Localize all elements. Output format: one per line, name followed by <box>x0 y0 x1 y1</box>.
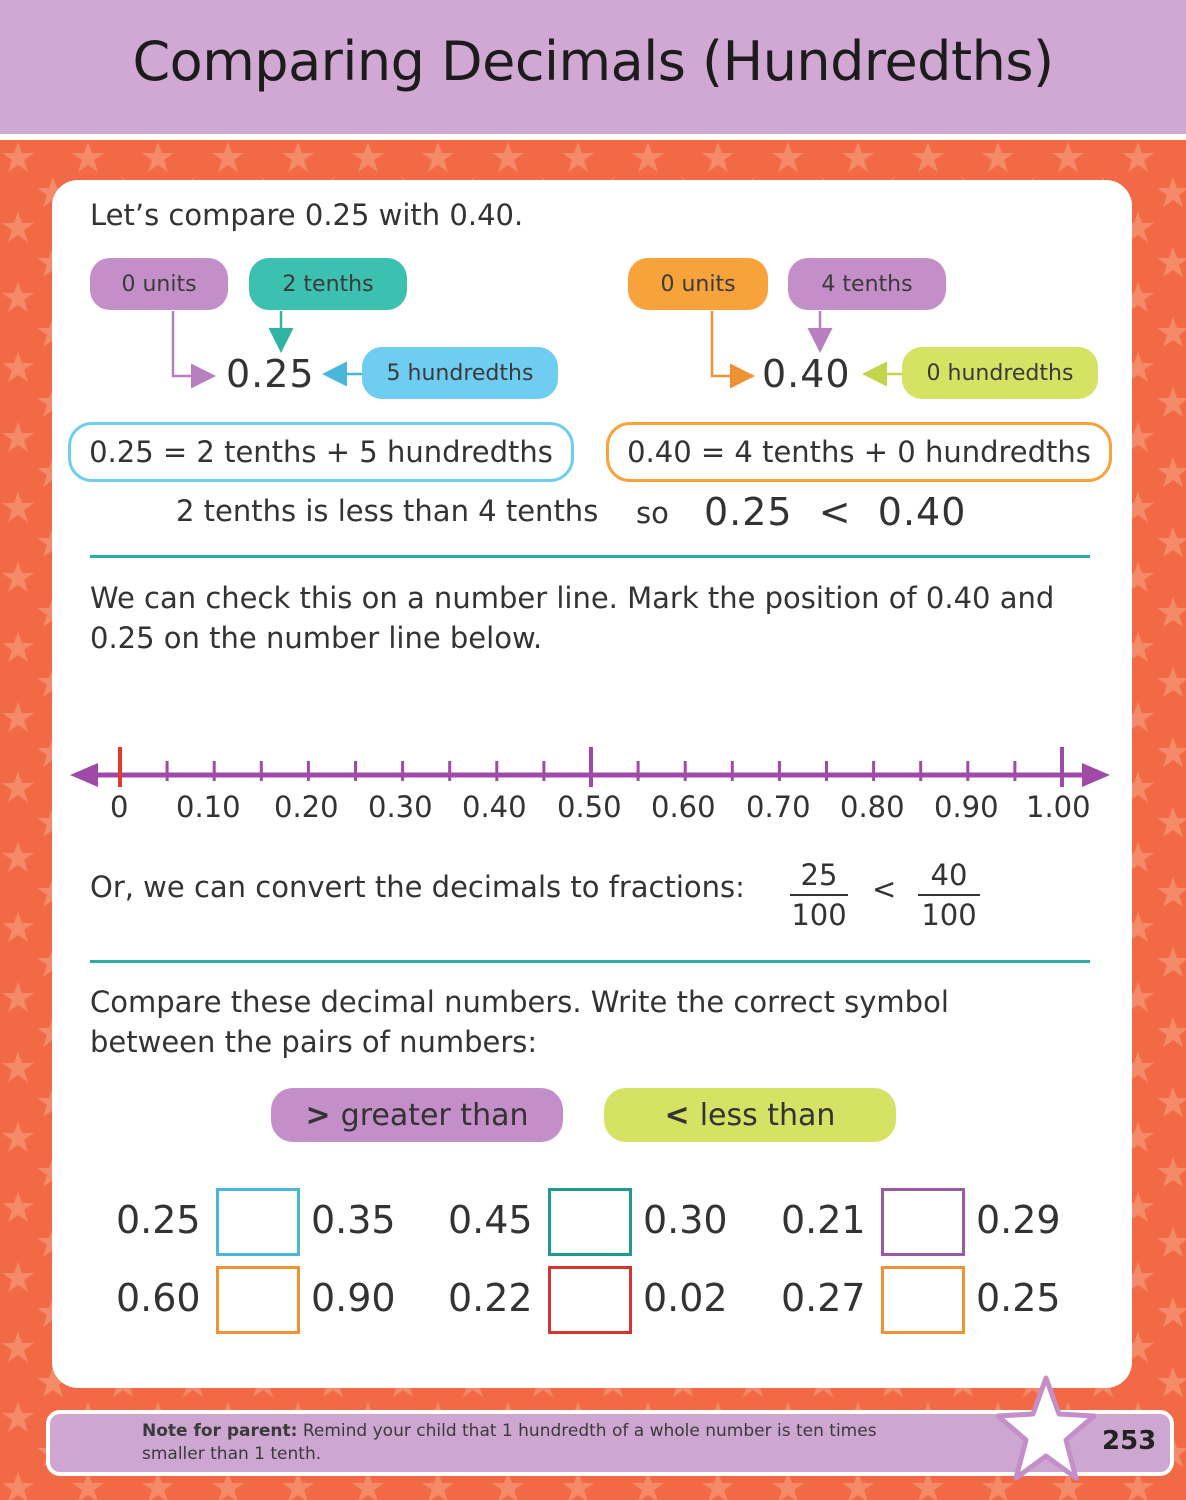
fraction-right <box>918 858 980 932</box>
comparison-so: so <box>636 496 669 530</box>
fraction-left-numerator: 25 <box>790 858 848 896</box>
page-number: 253 <box>1102 1426 1157 1456</box>
fraction-right-numerator: 40 <box>918 858 980 896</box>
pair-4-answer-box[interactable] <box>216 1266 300 1334</box>
fractions-text: Or, we can convert the decimals to fractions: <box>90 870 745 904</box>
pair-5-first: 0.22 <box>448 1276 533 1320</box>
fraction-symbol: < <box>872 872 897 906</box>
parent-note <box>142 1420 942 1466</box>
pair-1-answer-box[interactable] <box>216 1188 300 1256</box>
number-line-ticks <box>120 747 1062 787</box>
less-than-symbol: < <box>664 1097 690 1133</box>
star-icon <box>996 1374 1096 1488</box>
right-number: 0.40 <box>762 352 851 396</box>
greater-than-symbol: > <box>305 1097 331 1133</box>
tick-label: 0 <box>110 790 129 824</box>
fraction-left-denominator: 100 <box>791 898 847 932</box>
tick-label: 0.50 <box>557 790 622 824</box>
right-tenths-label: 4 tenths <box>788 258 946 310</box>
left-units-label: 0 units <box>90 258 228 310</box>
tick-label: 0.10 <box>176 790 241 824</box>
tick-label: 0.90 <box>934 790 999 824</box>
tick-label: 0.40 <box>462 790 527 824</box>
tick-label: 0.80 <box>840 790 905 824</box>
pair-6-first: 0.27 <box>781 1276 866 1320</box>
less-than-label: less than <box>699 1097 836 1133</box>
tick-label: 0.20 <box>274 790 339 824</box>
left-equation-box: 0.25 = 2 tenths + 5 hundredths <box>68 422 574 482</box>
pair-6-second: 0.25 <box>976 1276 1061 1320</box>
pair-3-first: 0.21 <box>781 1198 866 1242</box>
greater-than-key <box>271 1088 563 1142</box>
tick-label: 1.00 <box>1026 790 1091 824</box>
tick-label: 0.30 <box>368 790 433 824</box>
section-divider-1 <box>90 555 1090 558</box>
less-than-key <box>604 1088 896 1142</box>
parent-note-label: Note for parent: <box>142 1421 298 1441</box>
exercise-instruction: Compare these decimal numbers. Write the correct symbol between the pairs of numbers: <box>90 985 949 1059</box>
greater-than-label: greater than <box>340 1097 529 1133</box>
parent-note-text: Remind your child that 1 hundredth of a whole number is ten times smaller than 1 tenth. <box>142 1421 877 1464</box>
tick-label: 0.70 <box>746 790 811 824</box>
pair-1-second: 0.35 <box>311 1198 396 1242</box>
page-title: Comparing Decimals (Hundredths) <box>132 30 1054 93</box>
pair-2-second: 0.30 <box>643 1198 728 1242</box>
tick-label: 0.60 <box>651 790 716 824</box>
pair-4-second: 0.90 <box>311 1276 396 1320</box>
pair-5-second: 0.02 <box>643 1276 728 1320</box>
pair-4-first: 0.60 <box>116 1276 201 1320</box>
comparison-result: 0.25 < 0.40 <box>704 490 967 534</box>
pair-2-answer-box[interactable] <box>548 1188 632 1256</box>
right-units-label: 0 units <box>628 258 768 310</box>
place-value-arrows <box>0 0 1186 420</box>
comparison-statement: 2 tenths is less than 4 tenths <box>176 494 599 528</box>
right-hundredths-label: 0 hundredths <box>902 347 1098 399</box>
number-line-instruction: We can check this on a number line. Mark the position of 0.40 and 0.25 on the number line below. <box>90 581 1055 655</box>
pair-2-first: 0.45 <box>448 1198 533 1242</box>
pair-3-second: 0.29 <box>976 1198 1061 1242</box>
fraction-right-denominator: 100 <box>921 898 977 932</box>
intro-text: Let’s compare 0.25 with 0.40. <box>90 198 524 232</box>
pair-5-answer-box[interactable] <box>548 1266 632 1334</box>
left-number: 0.25 <box>226 352 315 396</box>
fraction-left <box>790 858 848 932</box>
pair-1-first: 0.25 <box>116 1198 201 1242</box>
pair-6-answer-box[interactable] <box>881 1266 965 1334</box>
pair-3-answer-box[interactable] <box>881 1188 965 1256</box>
left-hundredths-label: 5 hundredths <box>362 347 558 399</box>
section-divider-2 <box>90 960 1090 963</box>
left-tenths-label: 2 tenths <box>249 258 407 310</box>
right-equation-box: 0.40 = 4 tenths + 0 hundredths <box>606 422 1112 482</box>
